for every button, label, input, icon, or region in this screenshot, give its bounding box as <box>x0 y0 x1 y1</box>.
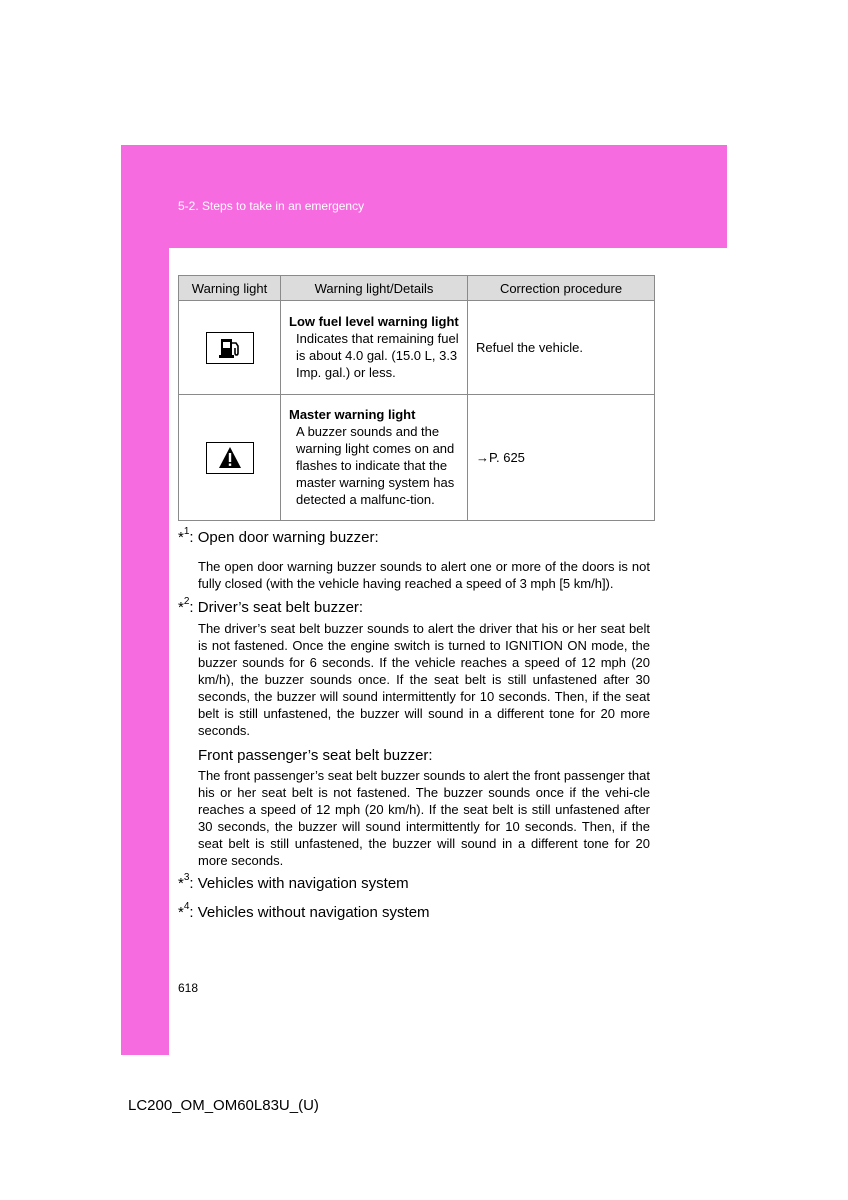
detail-cell <box>281 395 468 521</box>
table-row <box>179 301 655 395</box>
footnote-label: : Driver’s seat belt buzzer: <box>189 599 364 616</box>
detail-title: Master warning light <box>289 407 416 422</box>
footnote-marker: * <box>178 599 184 616</box>
detail-text: Indicates that remaining fuel is about 4.0 gal. (15.0 L, 3.3 Imp. gal.) or less. <box>296 331 459 380</box>
detail-cell <box>281 301 468 395</box>
footnote-number: 2 <box>183 596 190 607</box>
section-title: 5-2. Steps to take in an emergency <box>178 199 365 213</box>
icon-cell <box>179 301 281 395</box>
footnote-number: 4 <box>183 901 190 912</box>
fuel-pump-icon <box>206 332 254 364</box>
footnote-marker: * <box>178 529 184 546</box>
footnote-1-text: The open door warning buzzer sounds to alert one or more of the doors is not fully closed (with the vehicle having reached a speed of 3 mph [5 km/h]). <box>198 559 650 591</box>
header-band <box>121 145 727 248</box>
correction-cell: Refuel the vehicle. <box>468 301 655 395</box>
footnote-label: : Open door warning buzzer: <box>189 529 379 546</box>
icon-cell <box>179 395 281 521</box>
correction-cell: →P. 625 <box>468 395 655 521</box>
warning-triangle-icon <box>206 442 254 474</box>
column-header: Warning light/Details <box>281 276 468 301</box>
footnote-3-heading <box>178 872 409 892</box>
page-number: 618 <box>178 981 199 995</box>
table-row <box>179 395 655 521</box>
footnote-4-heading <box>178 901 430 921</box>
column-header: Correction procedure <box>468 276 655 301</box>
document-code: LC200_OM_OM60L83U_(U) <box>128 1097 319 1114</box>
warning-light-table <box>178 275 655 521</box>
column-header: Warning light <box>179 276 281 301</box>
footnote-2-text: The driver’s seat belt buzzer sounds to alert the driver that his or her seat belt is not fastened. Once the engine switch is turned to IGNITION ON mode, the buzzer sounds for 6 seconds. If the vehicle reaches a speed of 12 mph (20 km/h), the buzzer sounds once. If the seat belt is still unfastened after 30 seconds, the buzzer will sound intermittently for 10 seconds. Then, if the seat belt is still unfastened, the buzzer will sound in a different tone for 20 more seconds. <box>198 621 650 738</box>
footnote-number: 1 <box>183 526 190 537</box>
footnote-2-heading <box>178 596 364 616</box>
footnote-1-heading <box>178 526 379 546</box>
front-passenger-heading: Front passenger’s seat belt buzzer: <box>198 747 433 764</box>
footnote-marker: * <box>178 875 184 892</box>
front-passenger-text: The front passenger’s seat belt buzzer sounds to alert the front passenger that his or her seat belt is not fastened. The buzzer sounds once if the vehi-cle reaches a speed of 12 mph (20 km/h). If the seat belt is still unfastened after 30 seconds, the buzzer will sound intermittently for 10 seconds. Then, if the seat belt is still unfastened, the buzzer will sound in a different tone for 20 more seconds. <box>198 768 650 868</box>
footnote-marker: * <box>178 904 184 921</box>
footnote-label: : Vehicles with navigation system <box>189 875 409 892</box>
footnote-label: : Vehicles without navigation system <box>189 904 430 921</box>
detail-text: A buzzer sounds and the warning light comes on and flashes to indicate that the master warning system has detected a malfunc-tion. <box>296 424 455 507</box>
detail-title: Low fuel level warning light <box>289 314 459 329</box>
footnote-number: 3 <box>183 872 190 883</box>
side-band <box>121 248 169 1055</box>
table-header-row <box>179 276 655 301</box>
